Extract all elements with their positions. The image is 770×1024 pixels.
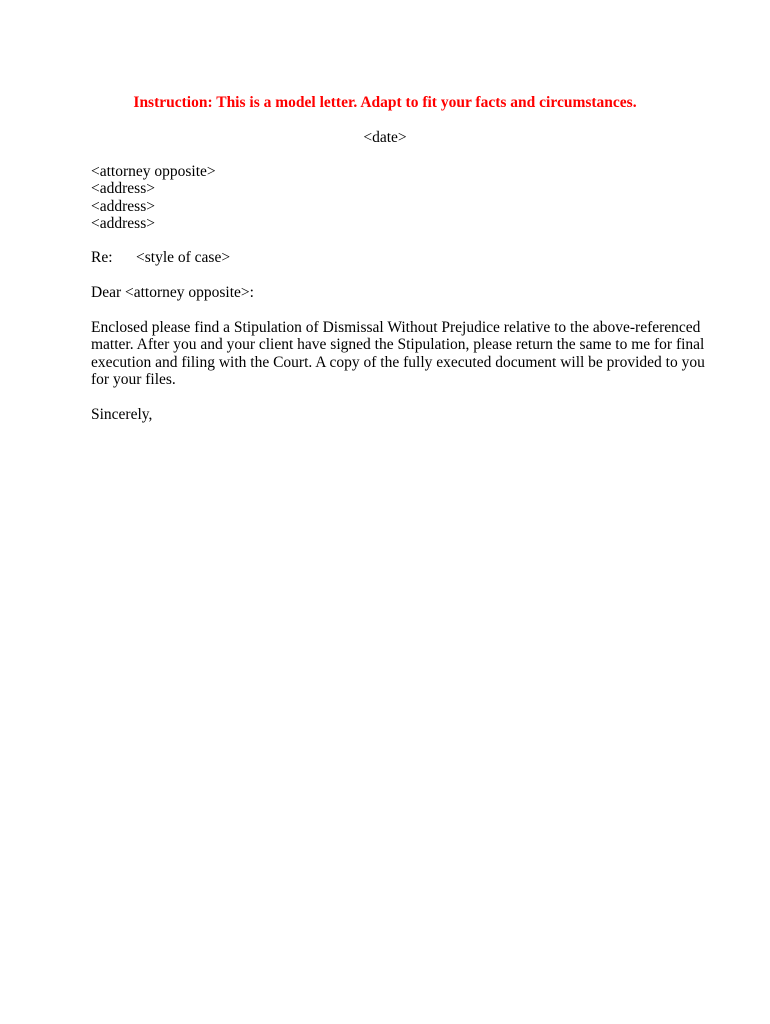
body-line: Enclosed please find a Stipulation of Dismissal Without Prejudice relative to the above-referenced	[91, 319, 701, 336]
re-line	[91, 249, 230, 266]
recipient-address-line: <address>	[91, 180, 155, 198]
recipient-address-line: <address>	[91, 197, 155, 215]
recipient-name: <attorney opposite>	[91, 163, 216, 180]
recipient-address-line: <address>	[91, 214, 155, 232]
salutation: Dear <attorney opposite>:	[91, 284, 254, 301]
body-line: matter. After you and your client have signed the Stipulation, please return the same to me for final	[91, 336, 705, 354]
re-label: Re:	[91, 249, 113, 266]
recipient-address-block	[91, 163, 216, 232]
letter-date: <date>	[363, 129, 407, 146]
instruction-note: Instruction: This is a model letter. Adapt to fit your facts and circumstances.	[133, 94, 637, 111]
closing: Sincerely,	[91, 406, 153, 423]
re-value: <style of case>	[136, 249, 231, 266]
body-line: execution and filing with the Court. A copy of the fully executed document will be provided to you	[91, 353, 705, 371]
body-paragraph	[91, 319, 705, 388]
body-line: for your files.	[91, 370, 176, 388]
